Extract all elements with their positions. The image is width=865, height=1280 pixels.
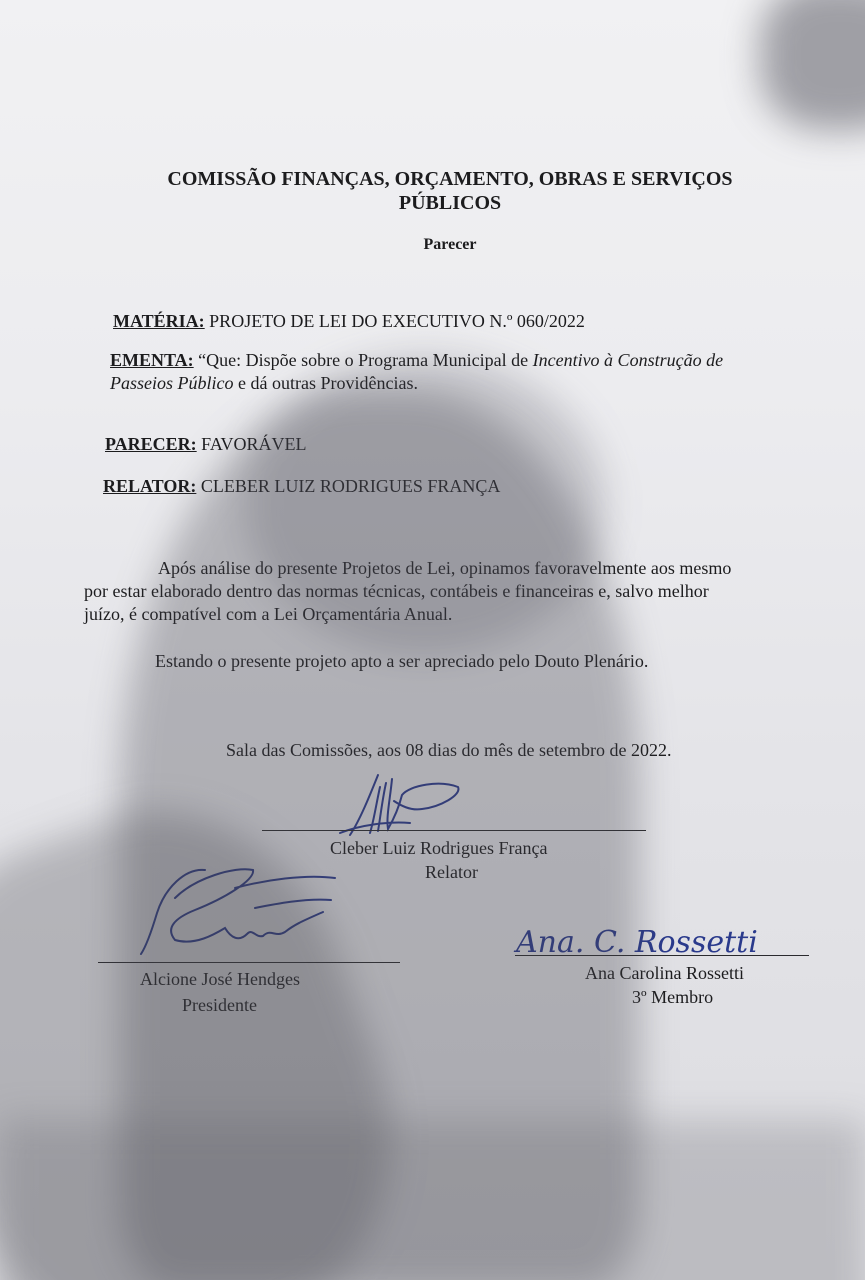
parecer-label: PARECER: (105, 434, 197, 454)
signature-ana-drawing (512, 912, 782, 968)
body-paragraph-1-line-1: Após análise do presente Projetos de Lei, opinamos favoravelmente aos mesmo (158, 558, 732, 578)
relator-value: CLEBER LUIZ RODRIGUES FRANÇA (196, 476, 501, 496)
title-line-1: COMISSÃO FINANÇAS, ORÇAMENTO, OBRAS E SERVIÇOS (167, 168, 733, 190)
ementa-label: EMENTA: (110, 350, 194, 370)
ementa-line-2 (110, 372, 418, 395)
body-paragraph-1-line-3: juízo, é compatível com a Lei Orçamentária Anual. (84, 604, 453, 624)
signature-line-ana (515, 955, 809, 956)
materia-value: PROJETO DE LEI DO EXECUTIVO N.º 060/2022 (204, 311, 585, 331)
title-line-2: PÚBLICOS (398, 192, 502, 214)
signature-alcione-drawing (135, 858, 345, 958)
ementa-italic-1: Incentivo à Construção de (532, 350, 724, 370)
signature-ana-text: Ana. C. Rossetti (516, 925, 758, 960)
signatory-cleber-role: Relator (425, 862, 478, 882)
signature-line-cleber (262, 830, 646, 831)
signatory-alcione-role: Presidente (182, 995, 257, 1015)
photo-shadow-corner (760, 0, 865, 130)
body-paragraph-2: Estando o presente projeto apto a ser apreciado pelo Douto Plenário. (155, 651, 649, 671)
place-date: Sala das Comissões, aos 08 dias do mês de setembro de 2022. (226, 740, 672, 760)
parecer-value: FAVORÁVEL (196, 434, 307, 454)
document-subtitle: Parecer (423, 236, 477, 253)
signatory-ana-role: 3º Membro (632, 987, 714, 1007)
signatory-cleber-name: Cleber Luiz Rodrigues França (330, 838, 548, 858)
parecer-line (105, 433, 307, 456)
body-paragraph-1-line-2: por estar elaborado dentro das normas técnicas, contábeis e financeiras e, salvo melhor (84, 581, 709, 601)
signature-line-alcione (98, 962, 400, 963)
relator-line (103, 475, 500, 498)
ementa-text-2: e dá outras Providências. (233, 373, 418, 393)
ementa-line-1 (110, 349, 723, 372)
relator-label: RELATOR: (103, 476, 197, 496)
signature-cleber-drawing (330, 765, 470, 845)
ementa-italic-2: Passeios Público (110, 373, 234, 393)
photo-shadow-bottom (0, 1120, 865, 1280)
signatory-alcione-name: Alcione José Hendges (140, 969, 300, 989)
materia-line (113, 310, 585, 333)
ementa-text-1: “Que: Dispõe sobre o Programa Municipal de (193, 350, 533, 370)
materia-label: MATÉRIA: (113, 311, 205, 331)
signatory-ana-name: Ana Carolina Rossetti (585, 963, 744, 983)
